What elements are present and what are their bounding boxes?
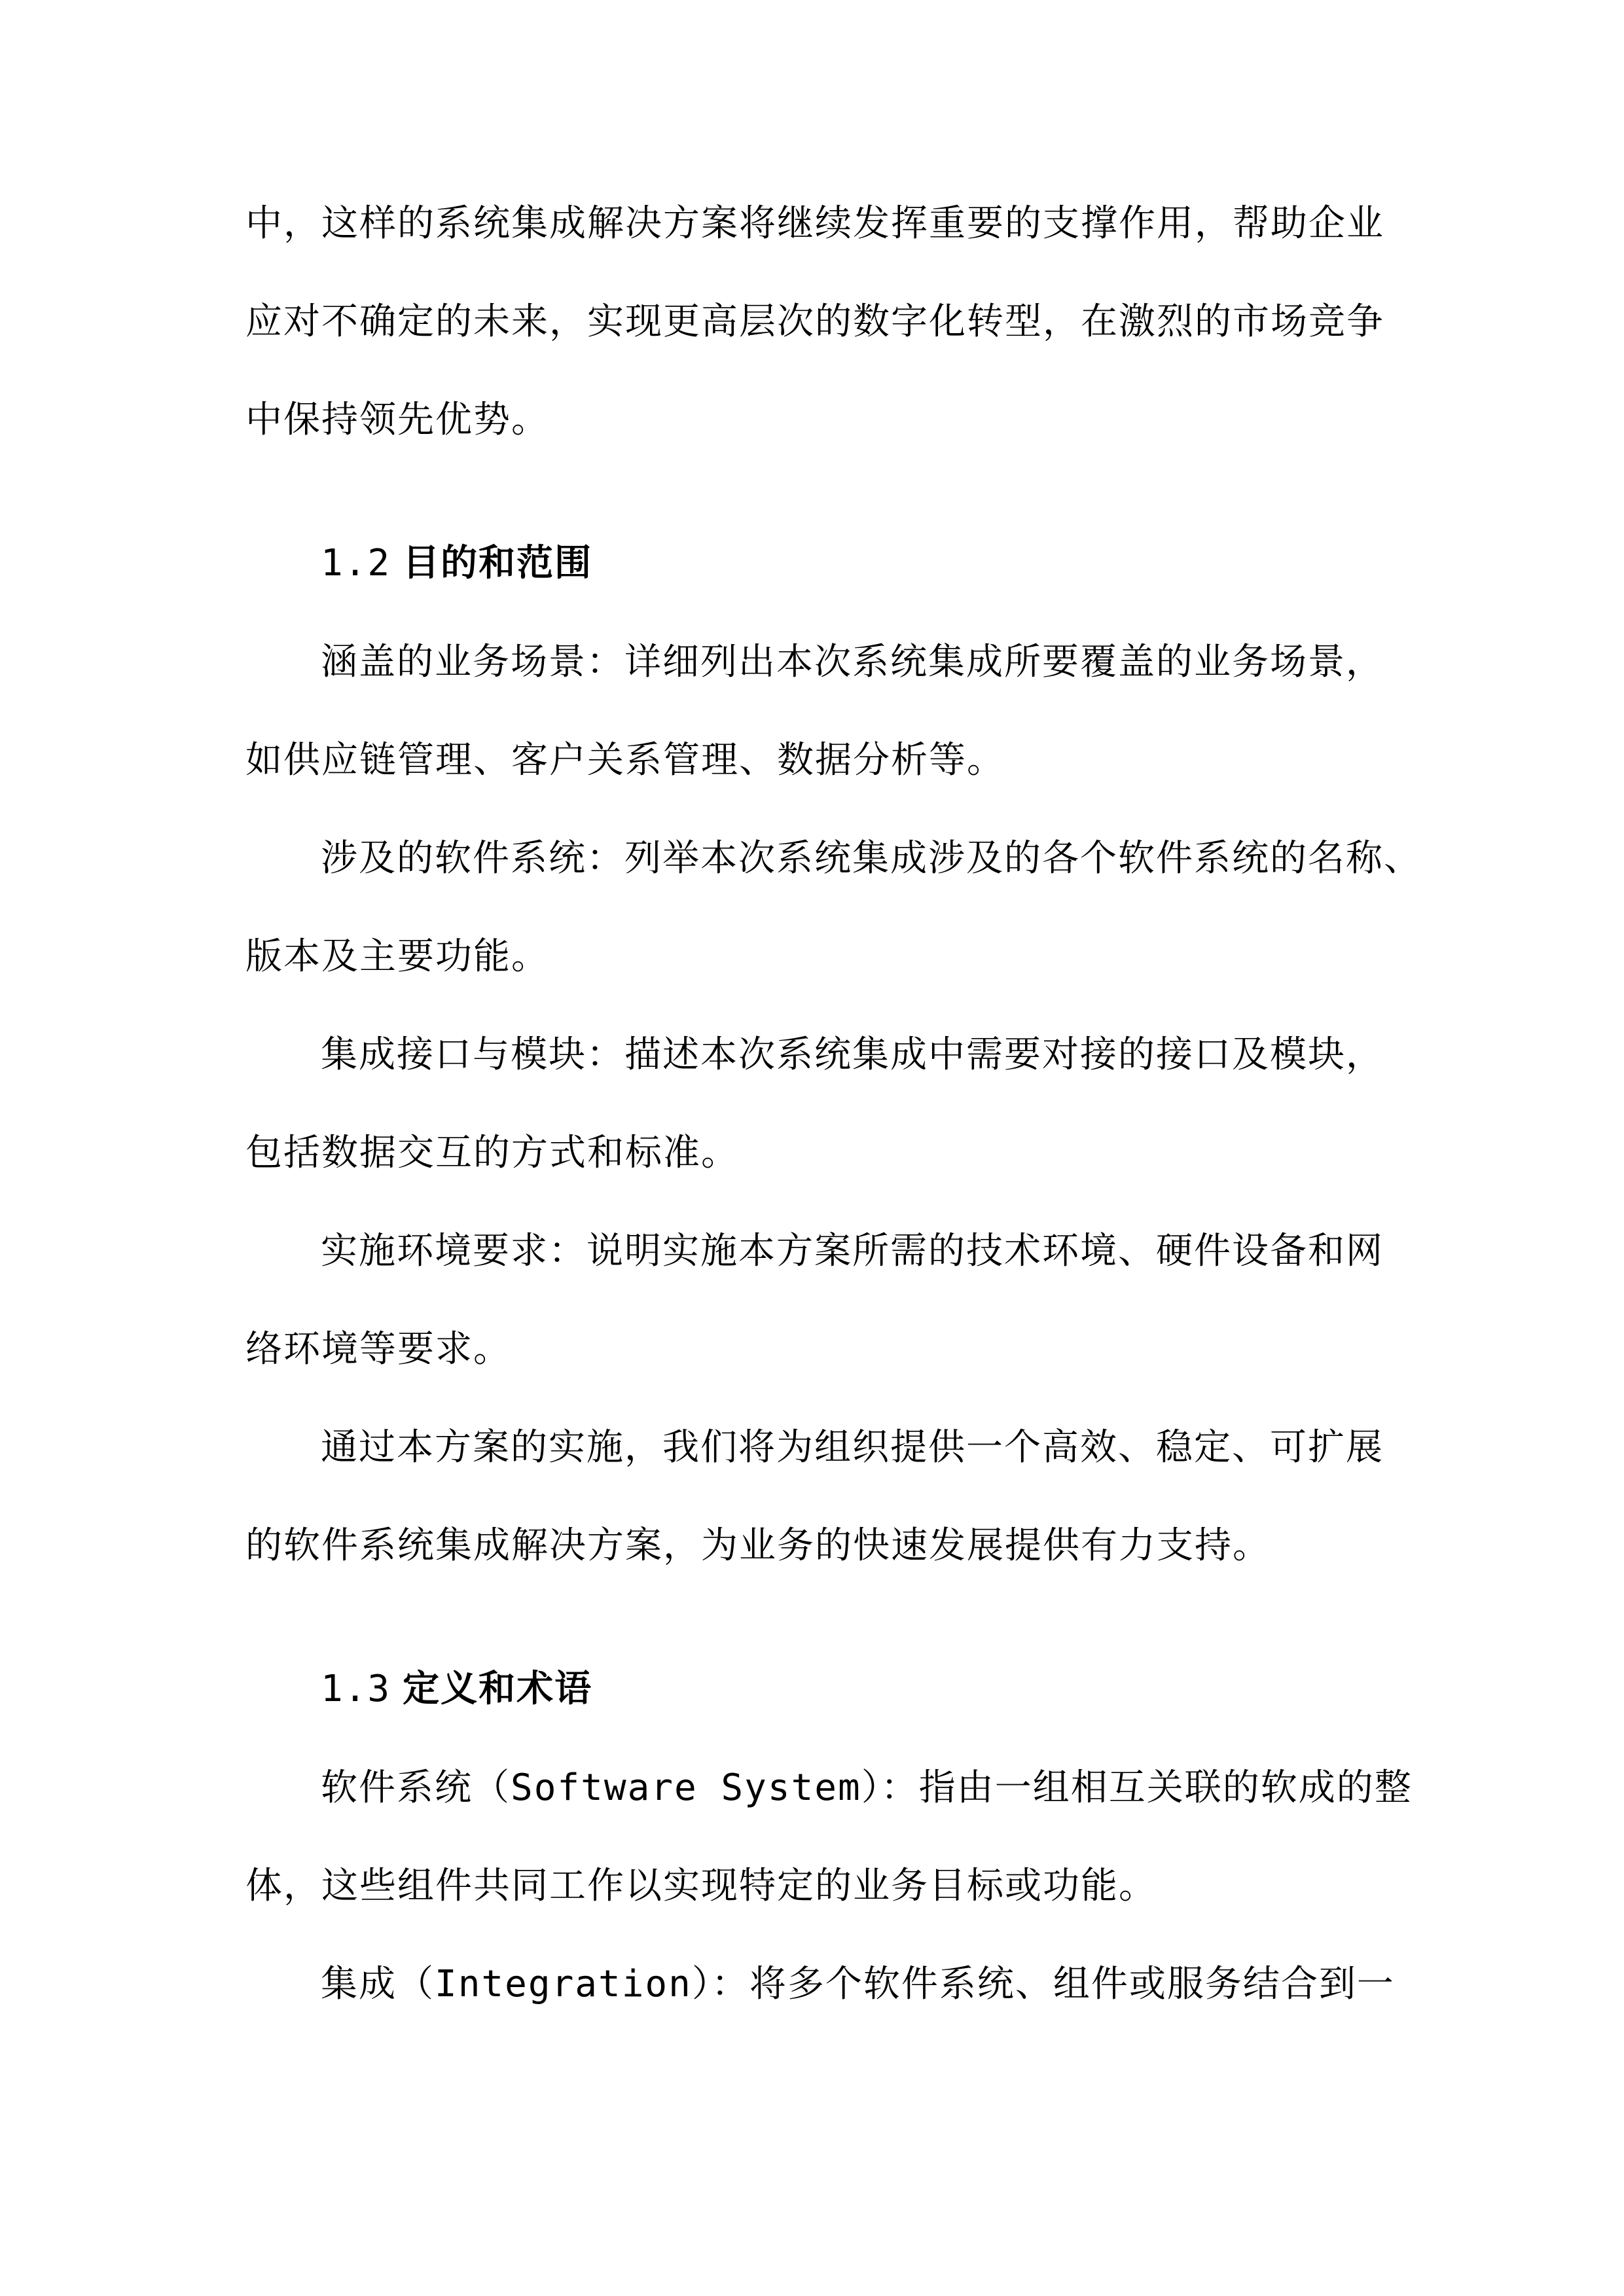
term-paragraph-1-line-1 bbox=[321, 1762, 1413, 1814]
term-2-prefix: 集成（ bbox=[321, 1963, 435, 2005]
scope-paragraph-2-line-1: 涉及的软件系统：列举本次系统集成涉及的各个软件系统的名称、 bbox=[321, 837, 1422, 880]
scope-paragraph-3-line-2: 包括数据交互的方式和标准。 bbox=[245, 1132, 739, 1174]
term-paragraph-2-line-1 bbox=[321, 1958, 1398, 2011]
term-2-english: Integration bbox=[435, 1963, 692, 2005]
section-1-2-title: 目的和范围 bbox=[403, 541, 593, 584]
term-1-definition-start: ）：指由一组相互关联的软成的整 bbox=[861, 1767, 1413, 1809]
scope-paragraph-4-line-2: 络环境等要求。 bbox=[245, 1328, 511, 1371]
scope-paragraph-5-line-2: 的软件系统集成解决方案，为业务的快速发展提供有力支持。 bbox=[245, 1524, 1271, 1567]
scope-paragraph-1-line-2: 如供应链管理、客户关系管理、数据分析等。 bbox=[245, 739, 1005, 781]
section-1-3-number: 1.3 bbox=[321, 1668, 391, 1710]
scope-paragraph-2-line-2: 版本及主要功能。 bbox=[245, 935, 549, 978]
scope-paragraph-1-line-1: 涵盖的业务场景：详细列出本次系统集成所要覆盖的业务场景， bbox=[321, 641, 1384, 683]
intro-line-2: 应对不确定的未来，实现更高层次的数字化转型，在激烈的市场竞争 bbox=[245, 300, 1384, 343]
section-1-3-title: 定义和术语 bbox=[403, 1667, 593, 1710]
term-1-prefix: 软件系统（ bbox=[321, 1767, 511, 1809]
term-2-definition-start: ）：将多个软件系统、组件或服务结合到一 bbox=[691, 1963, 1395, 2005]
scope-paragraph-4-line-1: 实施环境要求：说明实施本方案所需的技术环境、硬件设备和网 bbox=[321, 1230, 1384, 1272]
term-paragraph-1-line-2: 体，这些组件共同工作以实现特定的业务目标或功能。 bbox=[245, 1865, 1157, 1907]
intro-line-3: 中保持领先优势。 bbox=[245, 399, 549, 441]
intro-line-1: 中，这样的系统集成解决方案将继续发挥重要的支撑作用，帮助企业 bbox=[245, 202, 1384, 245]
term-1-english: Software System bbox=[511, 1767, 861, 1809]
section-1-3-heading bbox=[321, 1662, 1398, 1715]
scope-paragraph-3-line-1: 集成接口与模块：描述本次系统集成中需要对接的接口及模块， bbox=[321, 1033, 1384, 1076]
section-1-2-number: 1.2 bbox=[321, 542, 391, 584]
section-1-2-heading bbox=[321, 537, 1398, 589]
scope-paragraph-5-line-1: 通过本方案的实施，我们将为组织提供一个高效、稳定、可扩展 bbox=[321, 1426, 1384, 1469]
